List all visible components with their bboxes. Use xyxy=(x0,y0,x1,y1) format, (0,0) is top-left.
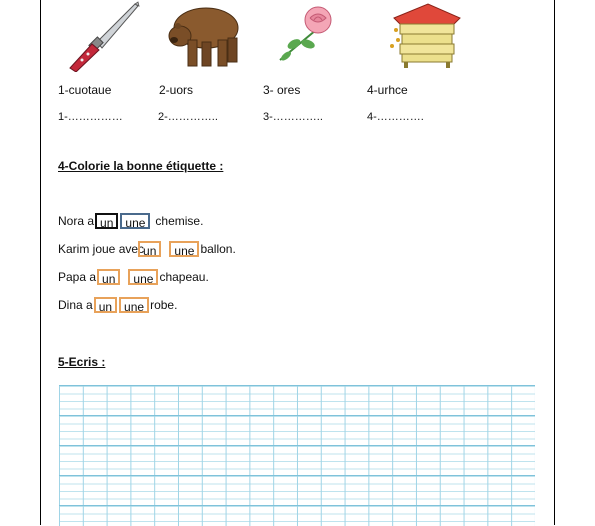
scrambled-word-2: 2-uors xyxy=(159,83,194,97)
answer-line-3[interactable]: 3-………….. xyxy=(263,111,323,123)
sentence-1 xyxy=(58,211,203,231)
sentence-4 xyxy=(58,295,177,315)
scrambled-word-1: 1-cuotaue xyxy=(58,83,112,97)
page-border-left xyxy=(40,0,41,525)
scrambled-word-4: 4-urhce xyxy=(367,83,408,97)
page-border-right xyxy=(554,0,555,525)
sentence-3-option-une[interactable]: une xyxy=(128,269,158,285)
rose-picture xyxy=(268,0,348,72)
bear-picture xyxy=(166,0,246,72)
scrambled-word-3: 3- ores xyxy=(263,83,301,97)
sentence-2-option-une[interactable]: une xyxy=(169,241,199,257)
answer-line-2[interactable]: 2-………….. xyxy=(158,111,218,123)
sentence-2-start: Karim joue avec xyxy=(58,242,145,256)
sentence-4-option-un[interactable]: un xyxy=(94,297,117,313)
exercise-4-title: 4-Colorie la bonne étiquette : xyxy=(58,159,224,173)
writing-grid-guidelines xyxy=(59,385,535,525)
sentence-1-end: chemise. xyxy=(155,214,204,228)
sentence-1-option-une[interactable]: une xyxy=(120,213,150,229)
sentence-4-start: Dina a xyxy=(58,298,93,312)
answer-line-1[interactable]: 1-…………… xyxy=(58,111,123,123)
sentence-3-end: chapeau. xyxy=(159,270,209,284)
knife-picture xyxy=(62,0,142,72)
sentence-4-option-une[interactable]: une xyxy=(119,297,149,313)
sentence-2-end: ballon. xyxy=(200,242,236,256)
sentence-2 xyxy=(58,239,236,259)
beehive-picture xyxy=(388,0,468,72)
sentence-2-option-un[interactable]: un xyxy=(138,241,161,257)
answer-line-4[interactable]: 4-…………. xyxy=(367,111,424,123)
sentence-1-option-un[interactable]: un xyxy=(95,213,118,229)
sentence-4-end: robe. xyxy=(150,298,178,312)
exercise-5-title: 5-Ecris : xyxy=(58,355,106,369)
sentence-3-option-un[interactable]: un xyxy=(97,269,120,285)
sentence-3 xyxy=(58,267,209,287)
sentence-1-start: Nora a xyxy=(58,214,95,228)
sentence-3-start: Papa a xyxy=(58,270,97,284)
